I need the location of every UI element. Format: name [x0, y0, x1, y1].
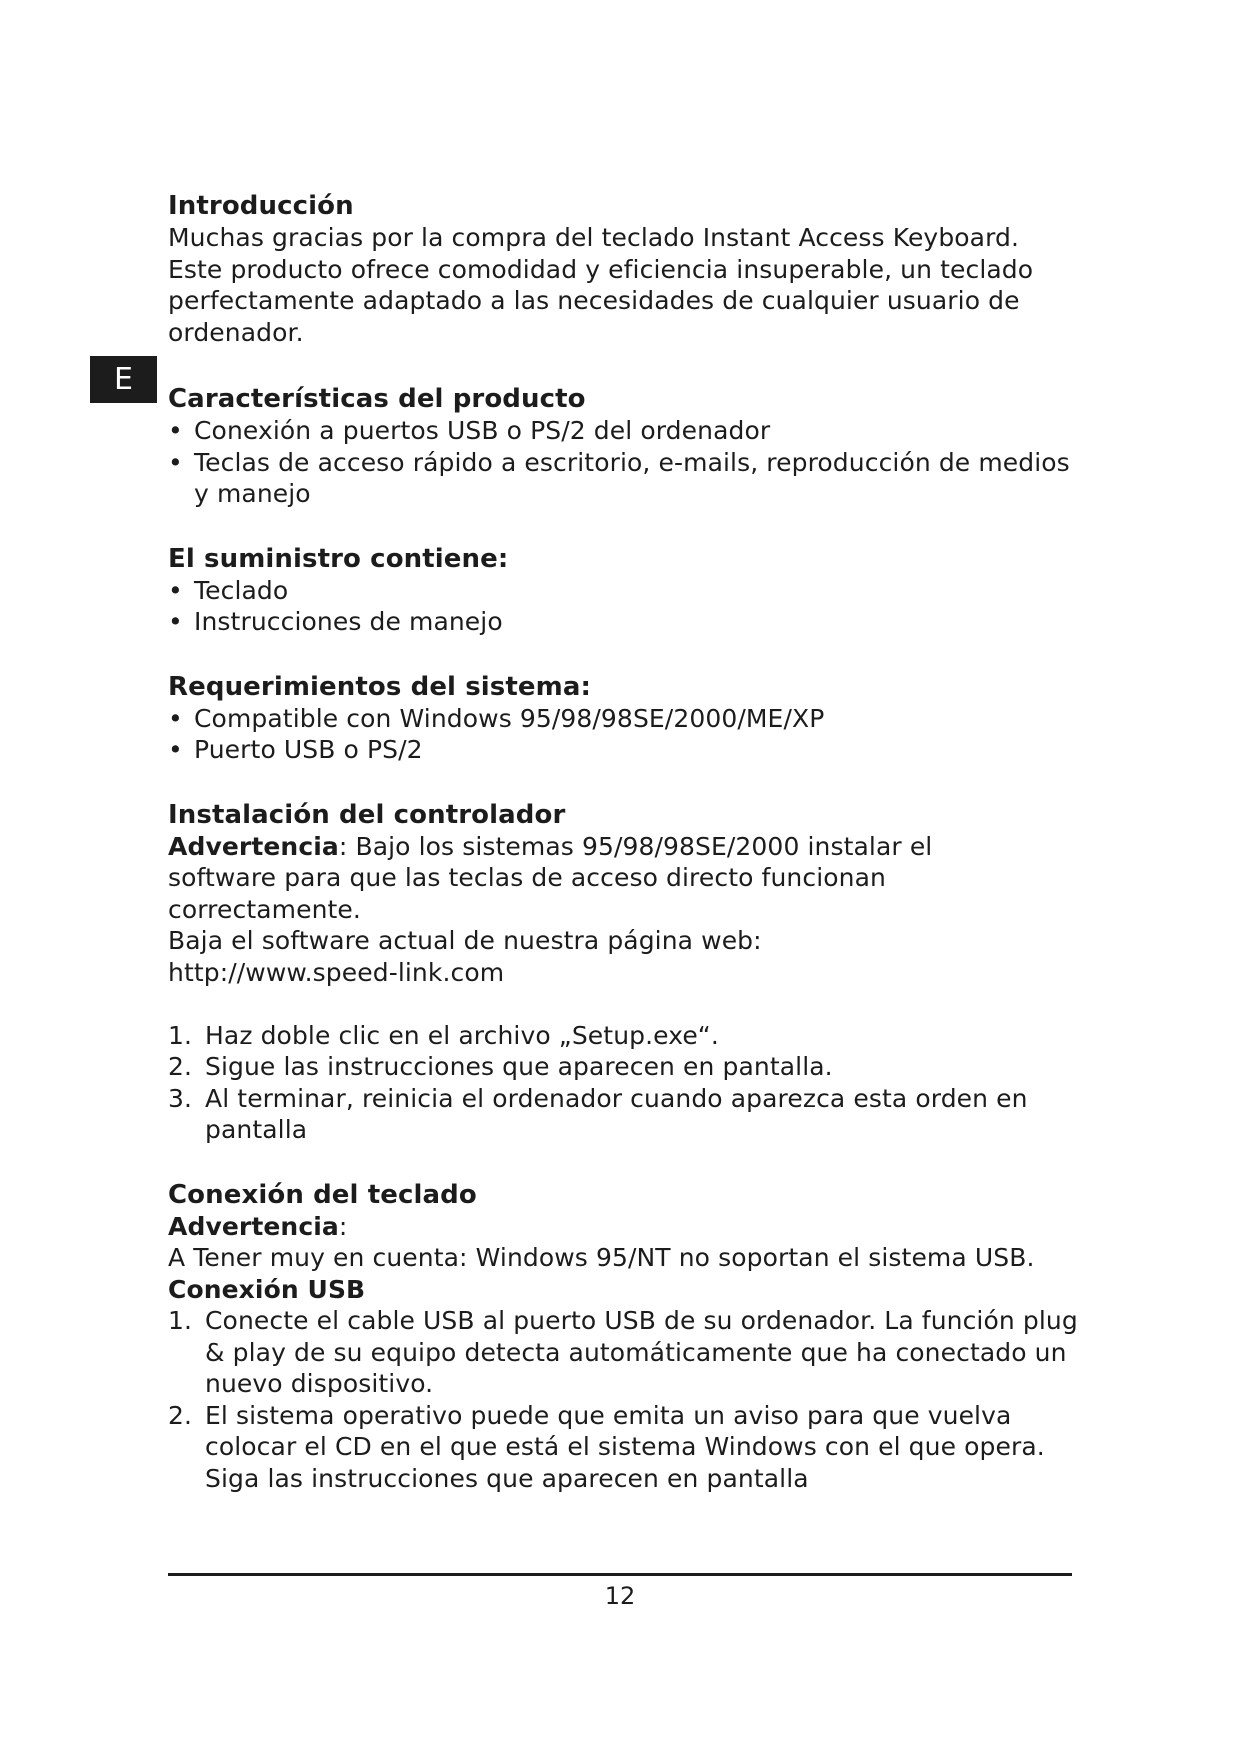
step-number: 1. [168, 1306, 193, 1335]
section-package-contents [168, 543, 1088, 638]
warning-paragraph [168, 1211, 1088, 1243]
section-heading: Instalación del controlador [168, 799, 566, 830]
warning-paragraph [168, 831, 968, 926]
list-item-text: Compatible con Windows 95/98/98SE/2000/ME/XP [194, 703, 825, 733]
list-item [168, 606, 1088, 638]
step-text: Conecte el cable USB al puerto USB de su ordenador. La función plug & play de su equipo detecta automáticamente que ha conectado un nuevo dispositivo. [205, 1306, 1078, 1398]
list-item [168, 415, 1088, 447]
step-text: El sistema operativo puede que emita un aviso para que vuelva colocar el CD en el que está el sistema Windows con el que opera. Siga las instrucciones que aparecen en pantalla [205, 1400, 1045, 1493]
language-tab: E [90, 356, 157, 403]
list-item-text: Teclado [194, 575, 289, 605]
list-item [168, 703, 1088, 735]
section-heading: El suministro contiene: [168, 543, 509, 574]
bullet-icon: • [168, 703, 183, 733]
usb-steps [168, 1305, 1088, 1494]
step-number: 2. [168, 1052, 193, 1081]
bullet-icon: • [168, 447, 183, 477]
list-item [168, 1020, 1088, 1052]
bullet-icon: • [168, 607, 183, 636]
warning-colon: : [338, 1211, 348, 1241]
intro-line: perfectamente adaptado a las necesidades de cualquier usuario de [168, 286, 1020, 315]
download-text: Baja el software actual de nuestra página web: [168, 926, 762, 955]
spacer [168, 988, 1088, 1020]
list-item [168, 575, 1088, 607]
bullet-icon: • [168, 575, 183, 605]
section-heading: Características del producto [168, 384, 586, 414]
list-item-text: Instrucciones de manejo [194, 607, 503, 636]
section-features [168, 383, 1088, 510]
feature-list [168, 415, 1088, 510]
intro-line: Este producto ofrece comodidad y eficiencia insuperable, un teclado [168, 254, 1034, 284]
step-text: Haz doble clic en el archivo „Setup.exe“. [205, 1020, 719, 1050]
bullet-icon: • [168, 416, 183, 445]
section-heading: Requerimientos del sistema: [168, 671, 591, 702]
step-number: 1. [168, 1020, 193, 1050]
list-item [168, 447, 1088, 510]
list-item [168, 1083, 1088, 1146]
list-item-text: Puerto USB o PS/2 [194, 735, 423, 764]
list-item [168, 1305, 1088, 1400]
install-steps [168, 1020, 1088, 1146]
intro-line: Muchas gracias por la compra del teclado Instant Access Keyboard. [168, 223, 1020, 252]
list-item [168, 1051, 1088, 1083]
website-url: http://www.speed-link.com [168, 957, 505, 987]
list-item-text: Teclas de acceso rápido a escritorio, e-mails, reproducción de medios y manejo [194, 447, 1070, 508]
list-item [168, 1400, 1088, 1495]
usb-subheading: Conexión USB [168, 1274, 366, 1304]
step-text: Sigue las instrucciones que aparecen en pantalla. [205, 1052, 833, 1081]
warning-label: Advertencia [168, 1211, 339, 1241]
bullet-icon: • [168, 735, 183, 764]
contents-list [168, 575, 1088, 638]
section-keyboard-connection [168, 1179, 1088, 1495]
usb-note: A Tener muy en cuenta: Windows 95/NT no soportan el sistema USB. [168, 1243, 1035, 1272]
footer-divider [168, 1573, 1072, 1576]
section-system-requirements [168, 671, 1088, 766]
section-heading: Conexión del teclado [168, 1179, 477, 1210]
section-introduction [168, 190, 1088, 348]
step-number: 2. [168, 1400, 193, 1430]
warning-label: Advertencia [168, 831, 339, 861]
intro-line: ordenador. [168, 317, 304, 347]
step-text: Al terminar, reinicia el ordenador cuando aparezca esta orden en pantalla [205, 1083, 1028, 1144]
step-number: 3. [168, 1083, 193, 1113]
section-driver-installation [168, 799, 1088, 1146]
warning-text: : Bajo los sistemas 95/98/98SE/2000 instalar el software para que las teclas de acceso directo funcionan correctamente. [168, 831, 933, 924]
document-body [168, 190, 1088, 1494]
list-item-text: Conexión a puertos USB o PS/2 del ordenador [194, 416, 771, 445]
list-item [168, 734, 1088, 766]
requirements-list [168, 703, 1088, 766]
page-number: 12 [604, 1582, 636, 1610]
section-heading: Introducción [168, 191, 354, 221]
